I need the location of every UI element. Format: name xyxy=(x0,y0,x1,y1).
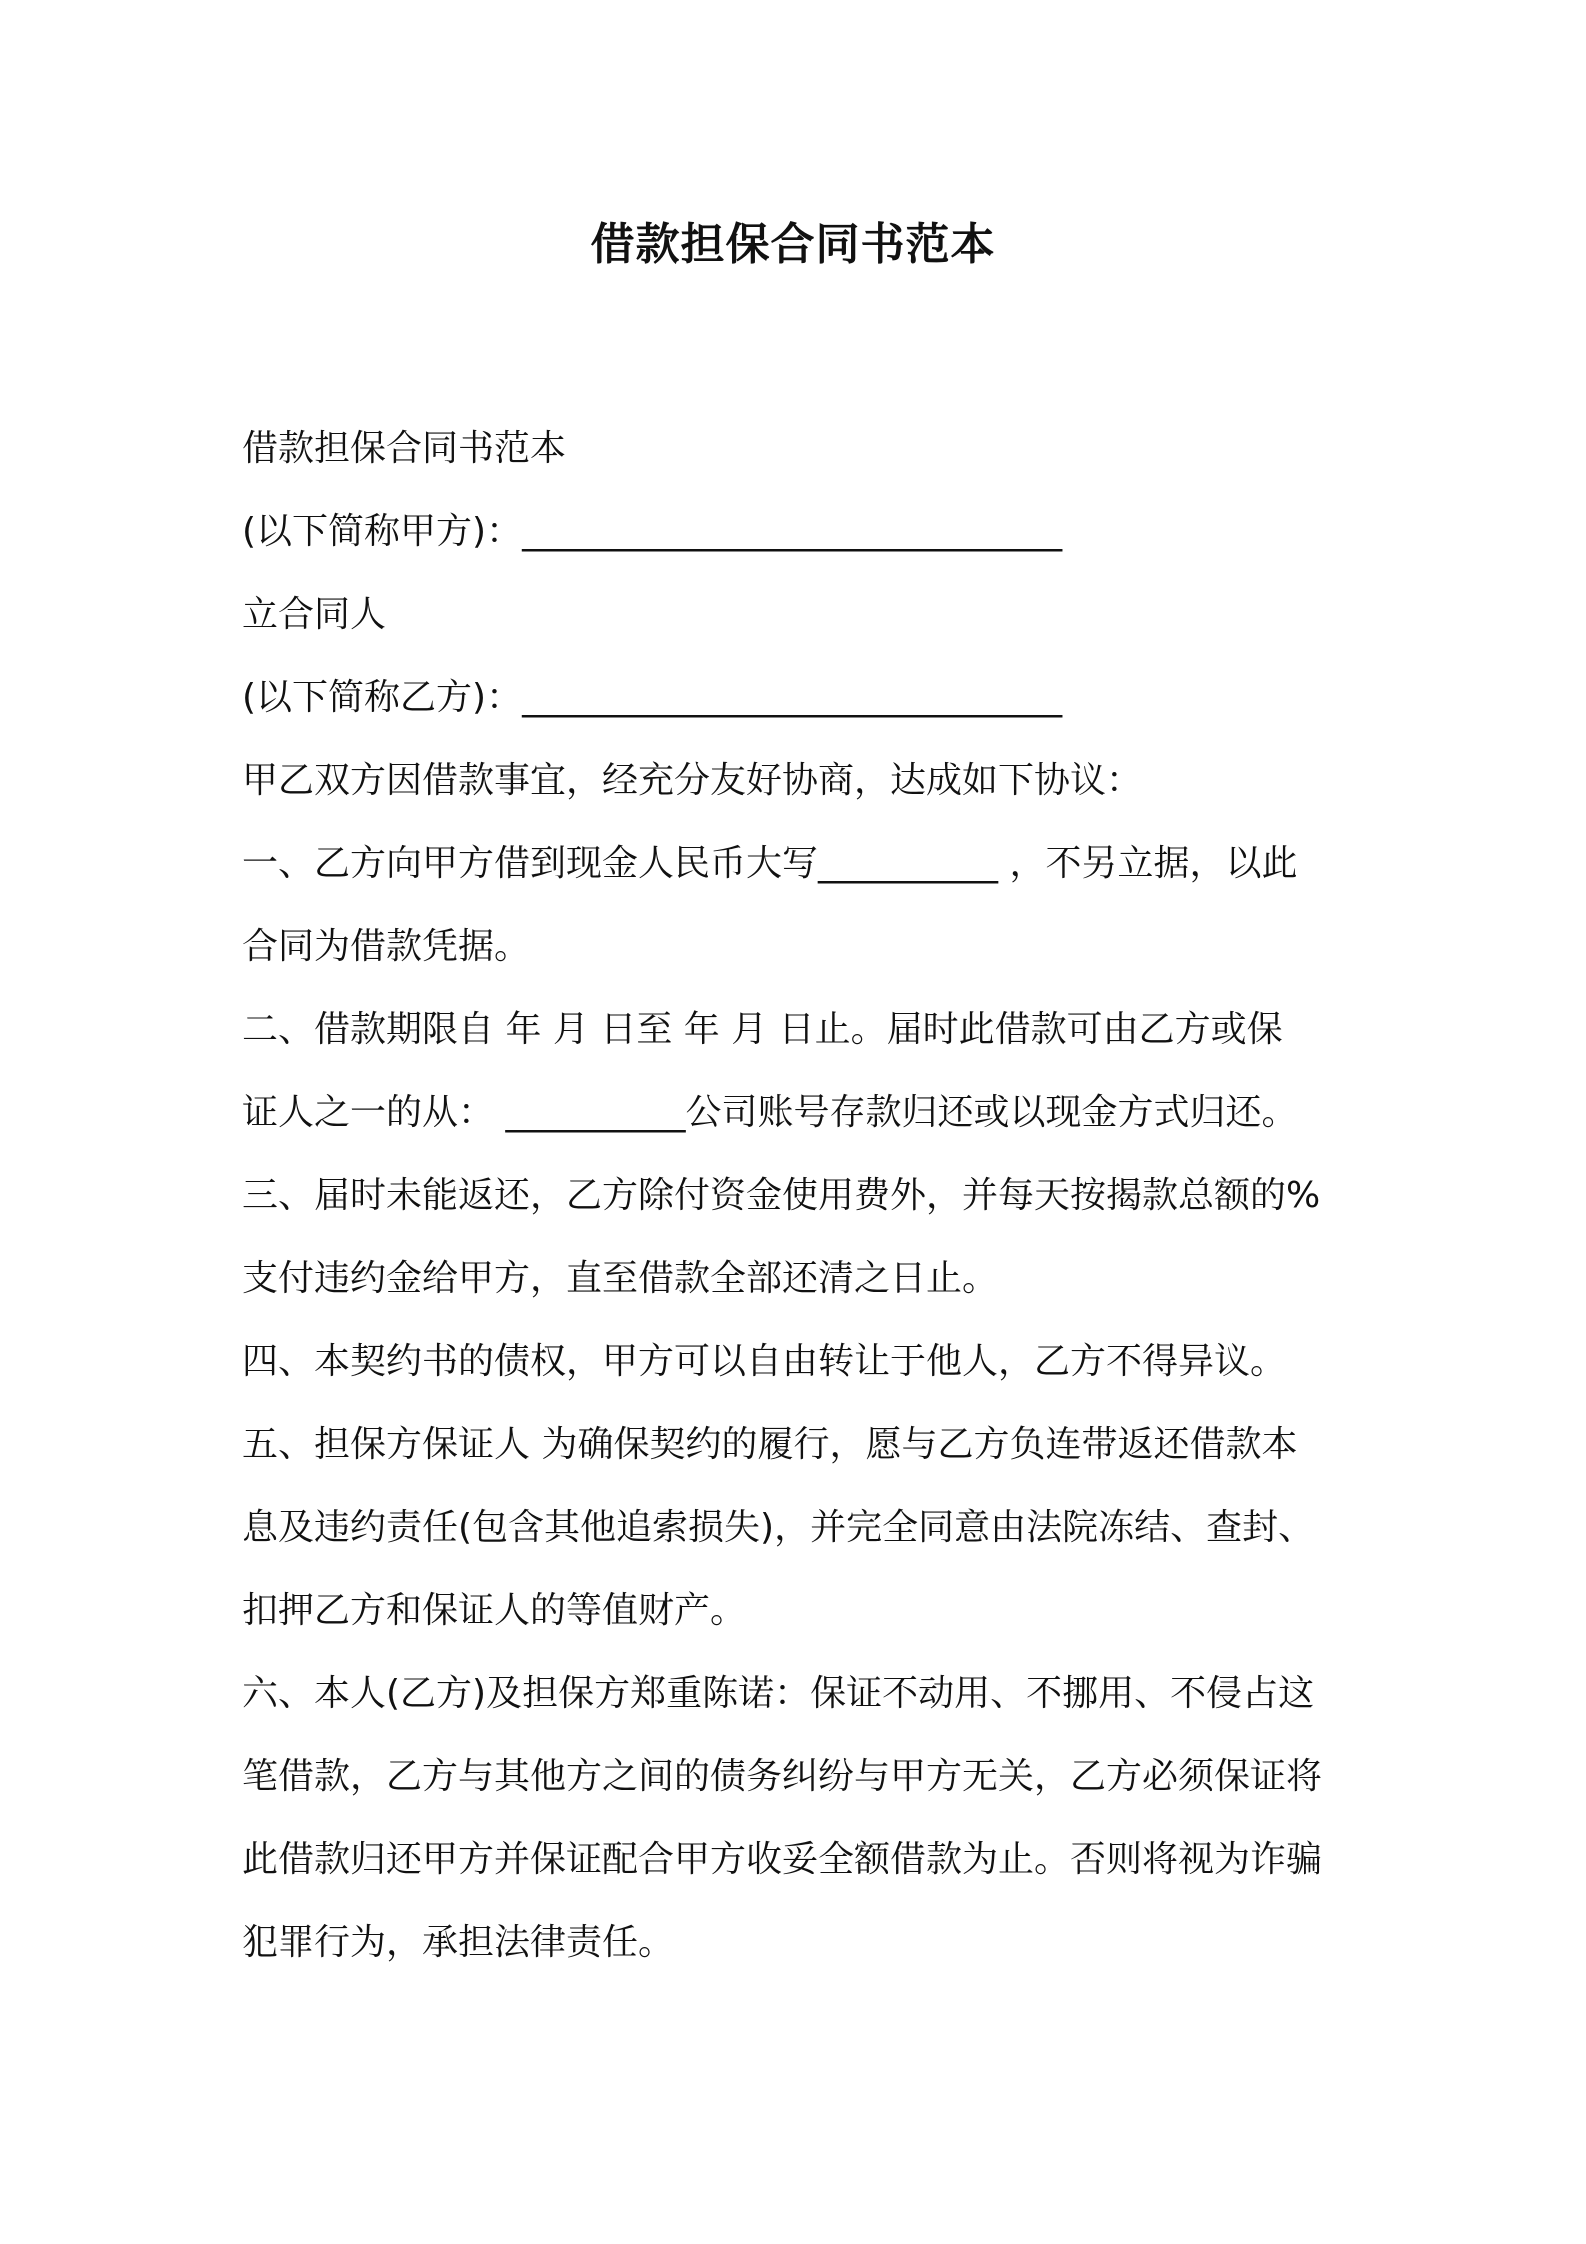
clause-6-line-3: 此借款归还甲方并保证配合甲方收妥全额借款为止。否则将视为诈骗 xyxy=(242,1839,1323,1880)
clause-3-line-1: 三、届时未能返还，乙方除付资金使用费外，并每天按揭款总额的% xyxy=(242,1175,1321,1216)
party-a-line: (以下简称甲方)：______________________________ xyxy=(242,511,1063,552)
contract-party-line: 立合同人 xyxy=(242,594,387,635)
clause-2-line-1: 二、借款期限自 年 月 日至 年 月 日止。届时此借款可由乙方或保 xyxy=(242,1009,1283,1050)
party-b-line: (以下简称乙方)：______________________________ xyxy=(242,677,1063,718)
clause-2-line-2: 证人之一的从： __________公司账号存款归还或以现金方式归还。 xyxy=(242,1092,1298,1133)
clause-6-line-2: 笔借款，乙方与其他方之间的债务纠纷与甲方无关，乙方必须保证将 xyxy=(242,1756,1323,1797)
clause-6-line-1: 六、本人(乙方)及担保方郑重陈诺：保证不动用、不挪用、不侵占这 xyxy=(242,1673,1315,1714)
subtitle-line: 借款担保合同书范本 xyxy=(242,428,567,469)
document-body xyxy=(242,407,1357,1984)
clause-5-line-1: 五、担保方保证人 为确保契约的履行，愿与乙方负连带返还借款本 xyxy=(242,1424,1298,1465)
clause-5-line-3: 扣押乙方和保证人的等值财产。 xyxy=(242,1590,747,1631)
clause-6-line-4: 犯罪行为，承担法律责任。 xyxy=(242,1922,675,1963)
clause-5-line-2: 息及违约责任(包含其他追索损失)，并完全同意由法院冻结、查封、 xyxy=(242,1507,1315,1548)
clause-1-line-1: 一、乙方向甲方借到现金人民币大写__________ ，不另立据，以此 xyxy=(242,843,1298,884)
page-title: 借款担保合同书范本 xyxy=(590,219,996,270)
clause-3-line-2: 支付违约金给甲方，直至借款全部还清之日止。 xyxy=(242,1258,999,1299)
preamble-line: 甲乙双方因借款事宜，经充分友好协商，达成如下协议： xyxy=(242,760,1143,801)
clause-1-line-2: 合同为借款凭据。 xyxy=(242,926,531,967)
clause-4-line-1: 四、本契约书的债权，甲方可以自由转让于他人，乙方不得异议。 xyxy=(242,1341,1287,1382)
